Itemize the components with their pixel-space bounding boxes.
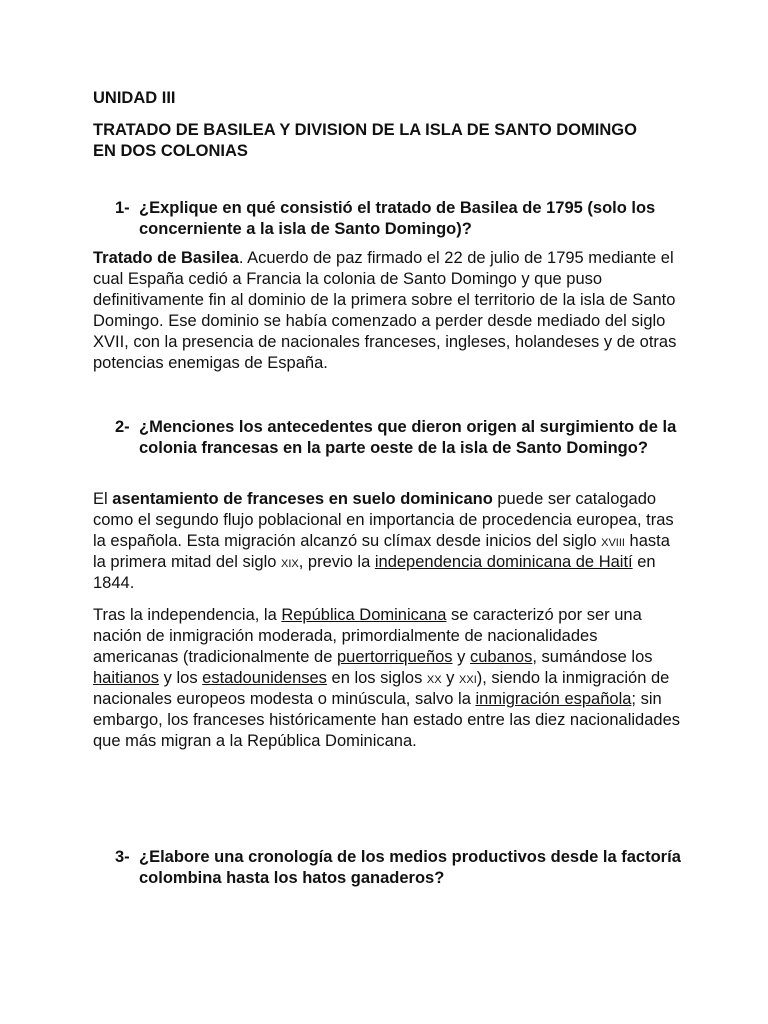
text-run: se caracterizó por ser una nación de inmigración moderada, primordialmente de nacionalidades americanas (tradicionalmente de [93, 606, 642, 666]
question-2 [115, 417, 685, 459]
question-text: ¿Elabore una cronología de los medios productivos desde la factoría colombina hasta los hatos ganaderos? [139, 848, 681, 887]
century-numeral: xviii [601, 533, 625, 550]
text-run: en 1844. [93, 553, 656, 592]
text-run: ), siendo la inmigración de nacionales europeos modesta o minúscula, salvo la [93, 669, 670, 708]
answer-2-paragraph-2 [93, 605, 683, 752]
question-text: ¿Menciones los antecedentes que dieron origen al surgimiento de la colonia francesas en la parte oeste de la isla de Santo Domingo? [139, 418, 677, 457]
link-puertorriquenos[interactable]: puertorriqueños [336, 648, 453, 666]
link-inmigracion-espanola[interactable]: inmigración española [475, 690, 632, 708]
answer-1-paragraph [93, 248, 688, 374]
answer-2-paragraph-1 [93, 489, 685, 594]
text-run: y los [159, 669, 203, 687]
text-run: puede ser catalogado como el segundo flujo poblacional en importancia de procedencia europea, tras la española. Esta migración alcanzó su clímax desde inicios del siglo [93, 490, 674, 550]
answer-1-bold-term: Tratado de Basilea [93, 249, 239, 267]
text-run: ; sin embargo, los franceses históricamente han estado entre las diez nacionalidades que más migran a la República Dominicana. [93, 690, 681, 750]
link-haitianos[interactable]: haitianos [93, 669, 160, 687]
link-republica-dominicana[interactable]: República Dominicana [281, 606, 447, 624]
question-number: 2- [115, 418, 130, 436]
link-independencia[interactable]: independencia dominicana de Haití [374, 553, 633, 571]
text-run: en los siglos [326, 669, 427, 687]
text-run: , previo la [298, 553, 375, 571]
unit-title: UNIDAD III [93, 89, 176, 107]
text-run: hasta la primera mitad del siglo [93, 532, 670, 571]
question-number: 1- [115, 199, 130, 217]
question-1 [115, 198, 685, 240]
text-run: , sumándose los [532, 648, 653, 666]
question-text: ¿Explique en qué consistió el tratado de Basilea de 1795 (solo los concerniente a la isla de Santo Domingo)? [139, 199, 656, 238]
question-number: 3- [115, 848, 130, 866]
answer-2-bold-term: asentamiento de franceses en suelo dominicano [112, 490, 493, 508]
century-numeral: xxi [459, 670, 477, 687]
question-3 [115, 847, 685, 889]
link-estadounidenses[interactable]: estadounidenses [202, 669, 327, 687]
text-run: El [93, 490, 113, 508]
link-cubanos[interactable]: cubanos [469, 648, 533, 666]
text-run: Tras la independencia, la [93, 606, 282, 624]
century-numeral: xix [281, 554, 299, 571]
text-run: y [441, 669, 460, 687]
main-title: TRATADO DE BASILEA Y DIVISION DE LA ISLA DE SANTO DOMINGO EN DOS COLONIAS [93, 121, 637, 160]
text-run: y [452, 648, 470, 666]
century-numeral: xx [426, 670, 442, 687]
answer-1-text: . Acuerdo de paz firmado el 22 de julio de 1795 mediante el cual España cedió a Francia la colonia de Santo Domingo y que puso definitivamente fin al dominio de la primera sobre el territorio de la isla de Santo Domingo. Ese dominio se había comenzado a perder desde mediado del siglo XVII, con la presencia de nacionales franceses, ingleses, holandeses y de otras potencias enemigas de España. [93, 249, 677, 372]
